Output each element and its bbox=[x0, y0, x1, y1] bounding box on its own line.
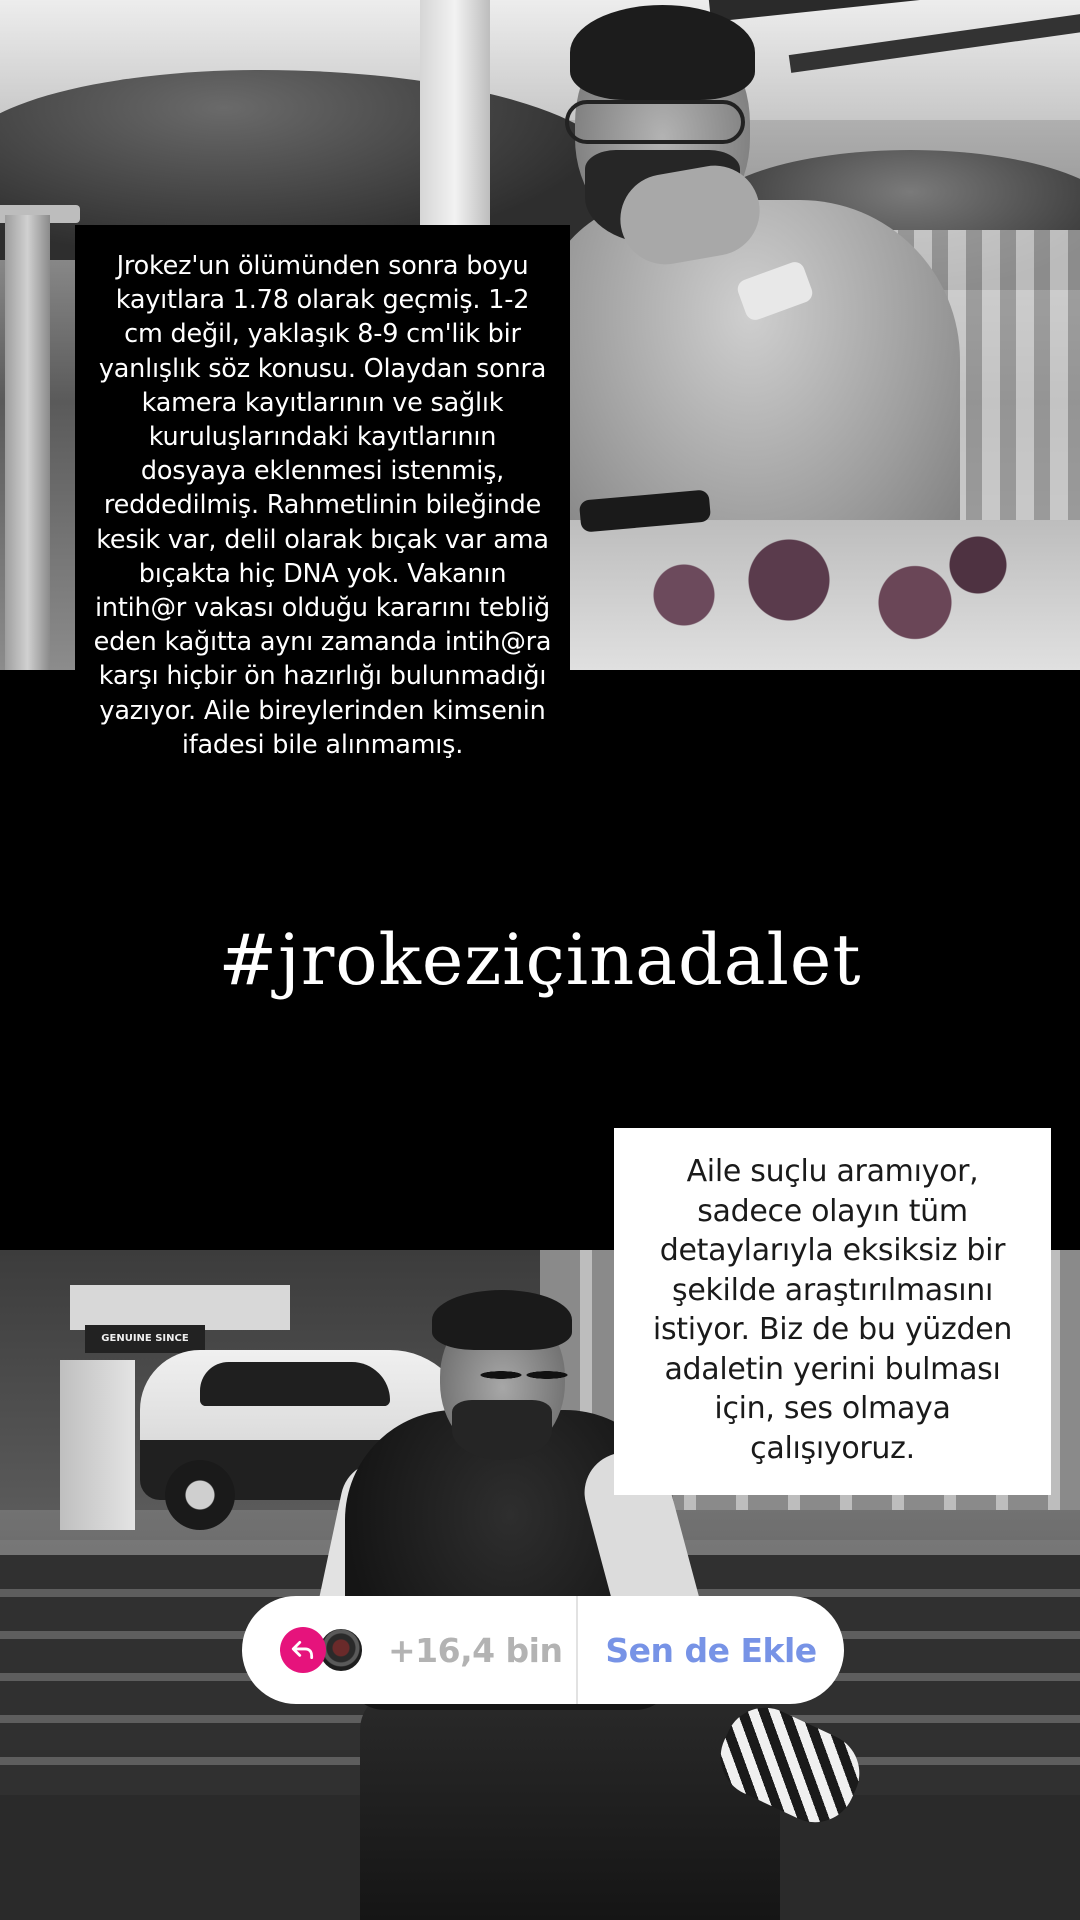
add-yours-participants[interactable] bbox=[242, 1596, 576, 1704]
top-text-box bbox=[75, 225, 570, 875]
bottom-text: Aile suçlu aramıyor, sadece olayın tüm detaylarıyla eksiksiz bir şekilde araştırılmasını istiyor. Biz de bu yüzden adaletin yerini bulması için, ses olmaya çalışıyoruz. bbox=[652, 1154, 1013, 1466]
participant-count: +16,4 bin bbox=[388, 1630, 563, 1670]
bottom-text-box bbox=[614, 1128, 1051, 1495]
add-yours-sticker[interactable] bbox=[242, 1596, 844, 1704]
photo-sign: GENUINE SINCE bbox=[85, 1325, 205, 1353]
reply-arrow-icon bbox=[280, 1627, 326, 1673]
add-yours-button[interactable]: Sen de Ekle bbox=[605, 1630, 817, 1670]
top-text: Jrokez'un ölümünden sonra boyu kayıtlara 1.78 olarak geçmiş. 1-2 cm değil, yaklaşık 8-9 cm'lik bir yanlışlık söz konusu. Olaydan sonra kamera kayıtlarının ve sağlık kuruluşlarındaki kayıtlarının dosyaya eklenmesi istenmiş, reddedilmiş. Rahmetlinin bileğinde kesik var, delil olarak bıçak var ama bıçakta hiç DNA yok. Vakanın intih@r vakası olduğu kararını tebliğ eden kağıtta aynı zamanda intih@ra karşı hiçbir ön hazırlığı bulunmadığı yazıyor. Aile bireylerinden kimsenin ifadesi bile alınmamış. bbox=[93, 251, 552, 760]
hashtag-text: #jrokeziçinadalet bbox=[218, 919, 862, 1001]
